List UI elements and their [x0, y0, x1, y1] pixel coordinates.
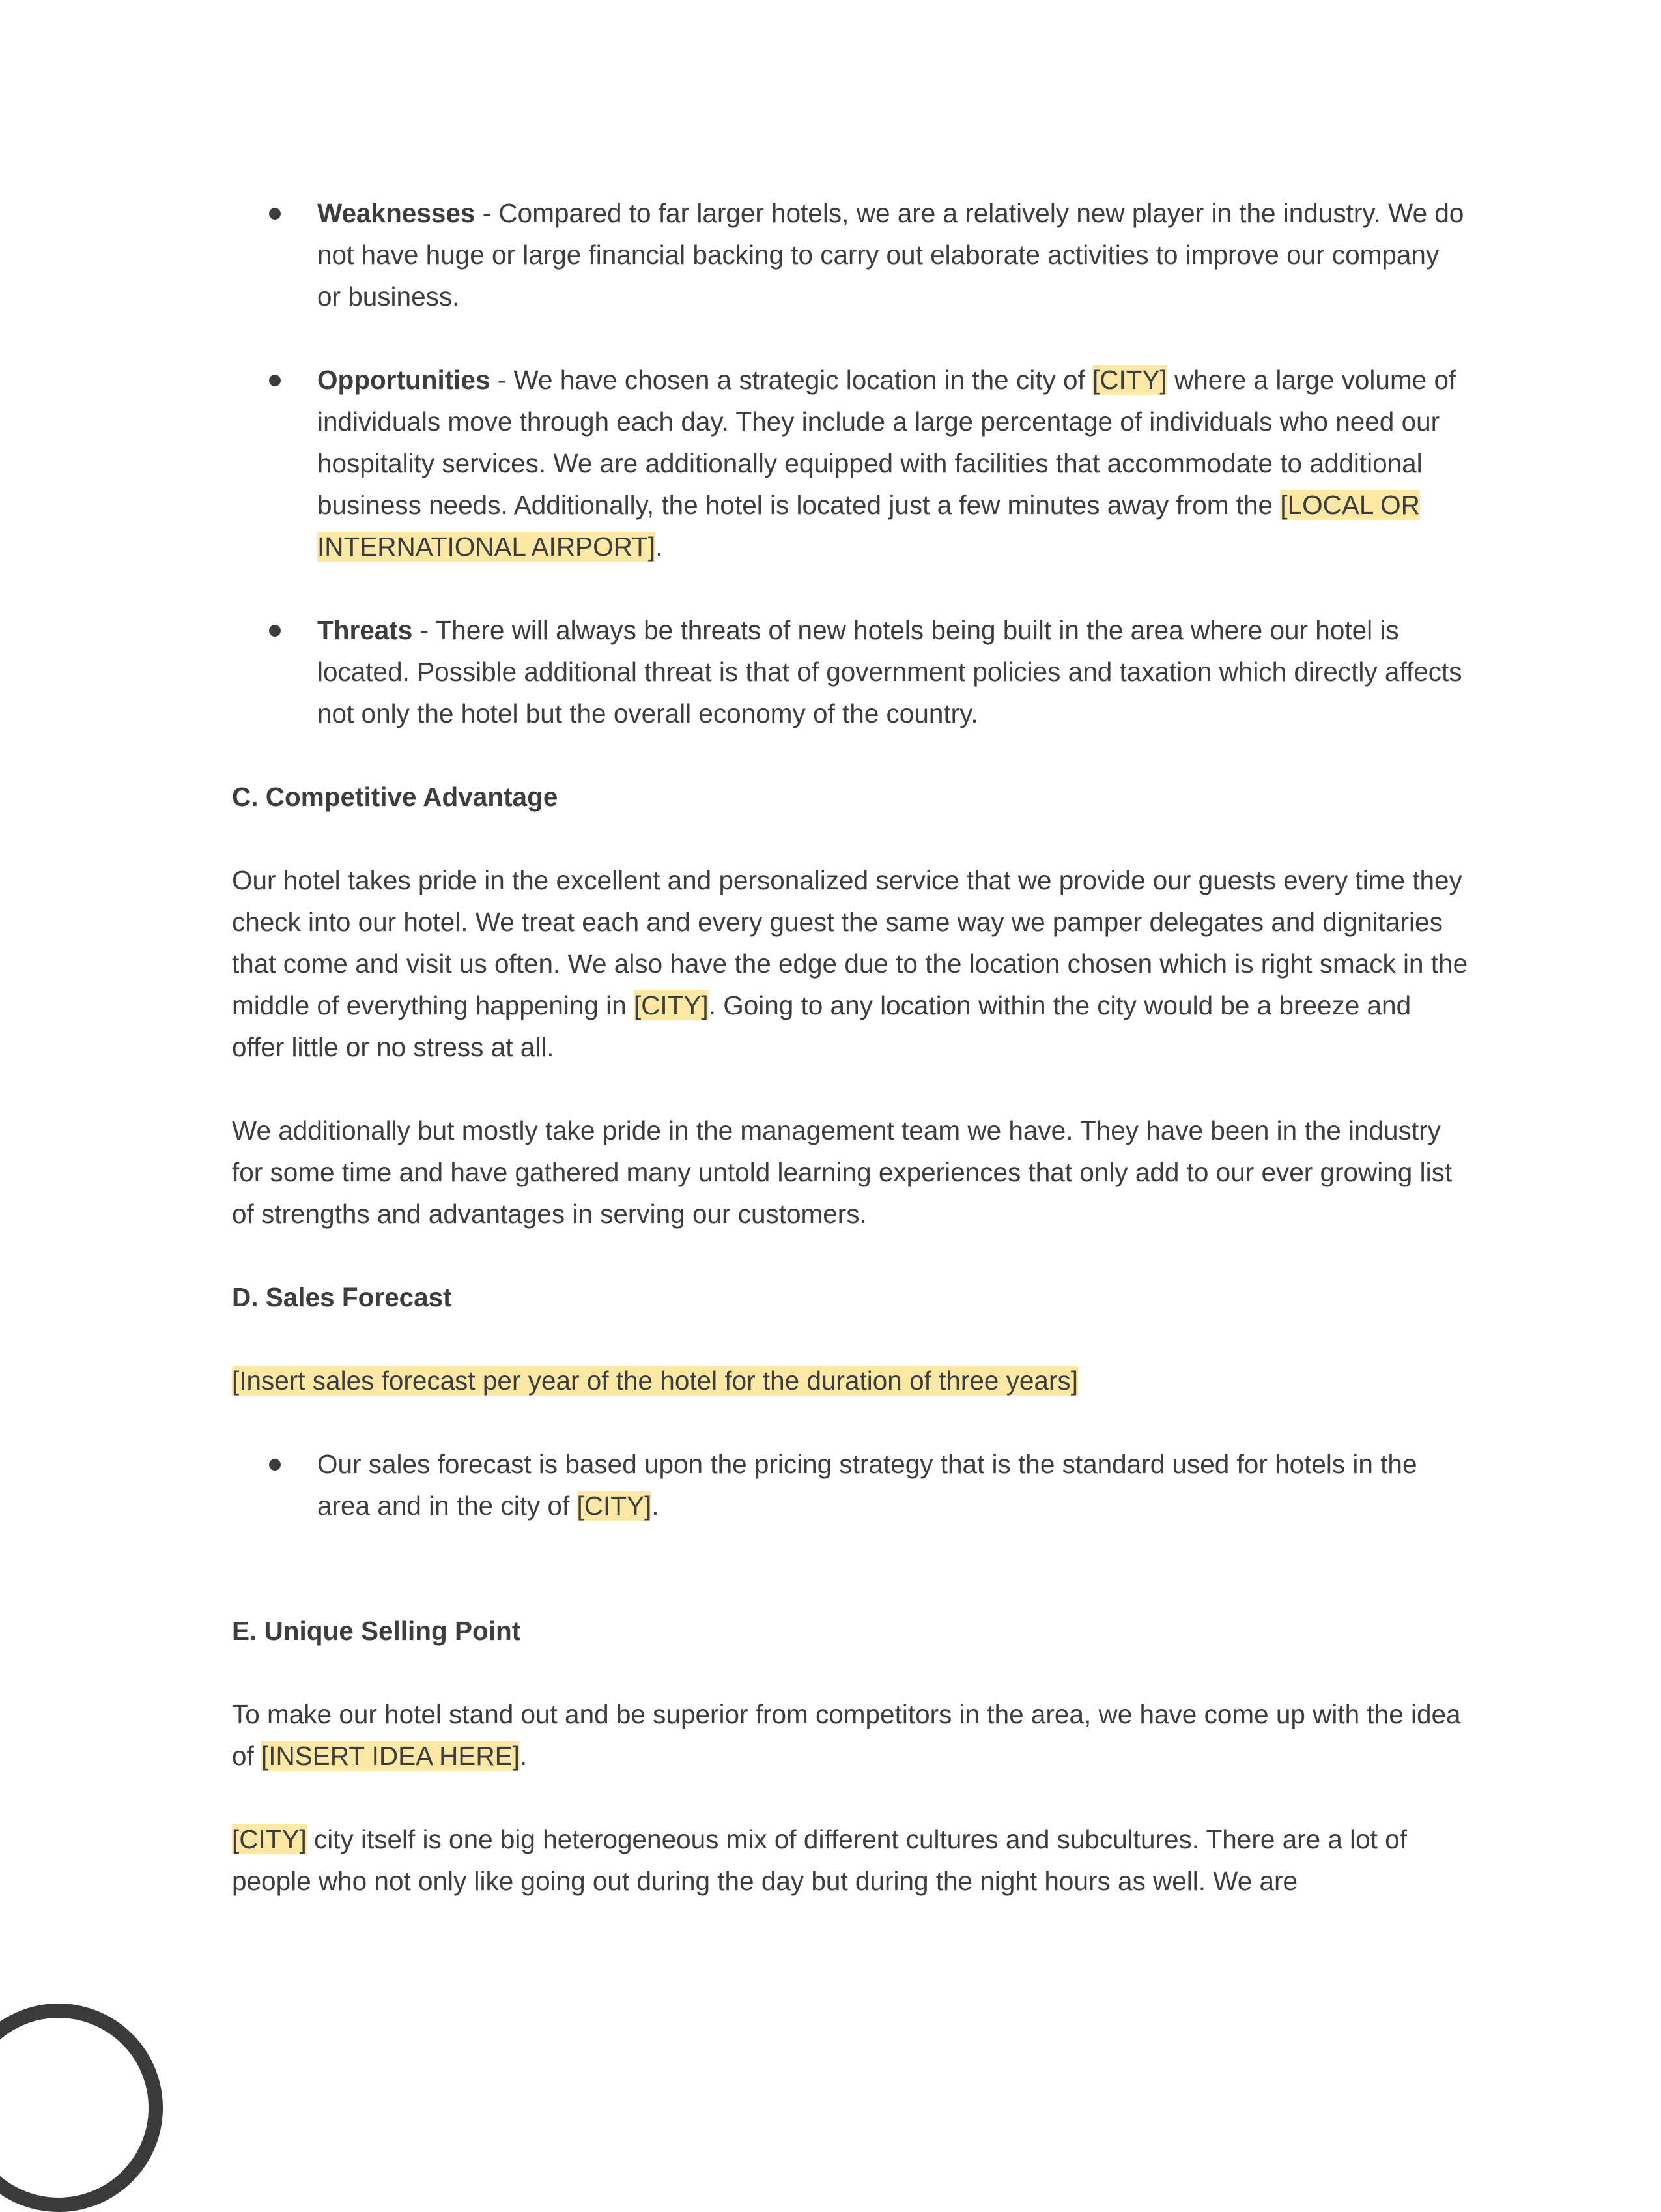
placeholder-sales-forecast: [Insert sales forecast per year of the hotel for the duration of three years]	[232, 1366, 1078, 1396]
threats-text: - There will always be threats of new hotels being built in the area where our hotel is located. Possible additional threat is that of government policies and taxation which directly affects not only the hotel but the overall economy of the country.	[317, 615, 1462, 728]
decorative-ring-icon	[0, 2004, 163, 2212]
weaknesses-text: - Compared to far larger hotels, we are a relatively new player in the industry. We do not have huge or large financial backing to carry out elaborate activities to improve our company or business.	[317, 198, 1464, 311]
placeholder-city: [CITY]	[633, 990, 709, 1020]
opportunities-text-1: - We have chosen a strategic location in the city of	[490, 365, 1092, 395]
bullet-weaknesses	[232, 192, 1469, 317]
usp-paragraph-2	[232, 1818, 1469, 1902]
sales-forecast-placeholder-paragraph	[232, 1360, 1469, 1401]
bullet-dot-icon	[269, 625, 281, 637]
document-content	[232, 192, 1469, 1902]
section-heading-unique-selling-point: E. Unique Selling Point	[232, 1616, 521, 1646]
bullet-dot-icon	[269, 375, 281, 386]
placeholder-city: [CITY]	[576, 1491, 652, 1521]
threats-paragraph	[317, 609, 1469, 734]
usp-text-3: city itself is one big heterogeneous mix of different cultures and subcultures. There are a lot of people who not only like going out during the day but during the night hours as well. We are	[232, 1824, 1407, 1896]
usp-text-2: .	[519, 1741, 528, 1771]
placeholder-idea: [INSERT IDEA HERE]	[261, 1741, 520, 1771]
sf-bullet-text-2: .	[651, 1491, 659, 1521]
bullet-sales-forecast	[232, 1443, 1469, 1527]
weaknesses-paragraph	[317, 192, 1469, 317]
competitive-advantage-paragraph-1	[232, 859, 1469, 1068]
bullet-opportunities	[232, 359, 1469, 567]
usp-paragraph-1	[232, 1693, 1469, 1777]
usp-text-1: To make our hotel stand out and be superior from competitors in the area, we have come up with the idea of	[232, 1699, 1461, 1771]
bullet-dot-icon	[269, 1459, 281, 1471]
opportunities-label: Opportunities	[317, 365, 490, 395]
competitive-advantage-paragraph-2: We additionally but mostly take pride in the management team we have. They have been in the industry for some time and have gathered many untold learning experiences that only add to our ever growing list of strengths and advantages in serving our customers.	[232, 1115, 1453, 1229]
opportunities-text-3: .	[655, 532, 663, 562]
placeholder-city: [CITY]	[232, 1824, 307, 1854]
sales-forecast-bullet-paragraph	[317, 1443, 1469, 1527]
opportunities-text-2: where a large volume of individuals move through each day. They include a large percentage of individuals who need our hospitality services. We are additionally equipped with facilities that accommodate to additional business needs. Additionally, the hotel is located just a few minutes away from the	[317, 365, 1456, 520]
placeholder-airport: [LOCAL OR INTERNATIONAL AIRPORT]	[317, 490, 1420, 562]
section-heading-sales-forecast: D. Sales Forecast	[232, 1282, 452, 1312]
ca-text-2: . Going to any location within the city would be a breeze and offer little or no stress at all.	[232, 990, 1412, 1062]
placeholder-city: [CITY]	[1092, 365, 1167, 395]
section-heading-competitive-advantage: C. Competitive Advantage	[232, 782, 558, 812]
ca-text-1: Our hotel takes pride in the excellent and personalized service that we provide our guests every time they check into our hotel. We treat each and every guest the same way we pamper delegates and dignitaries that come and visit us often. We also have the edge due to the location chosen which is right smack in the middle of everything happening in	[232, 865, 1468, 1020]
threats-label: Threats	[317, 615, 413, 645]
bullet-threats	[232, 609, 1469, 734]
weaknesses-label: Weaknesses	[317, 198, 476, 228]
opportunities-paragraph	[317, 359, 1469, 567]
sf-bullet-text-1: Our sales forecast is based upon the pricing strategy that is the standard used for hotels in the area and in the city of	[317, 1449, 1417, 1521]
bullet-dot-icon	[269, 208, 281, 220]
